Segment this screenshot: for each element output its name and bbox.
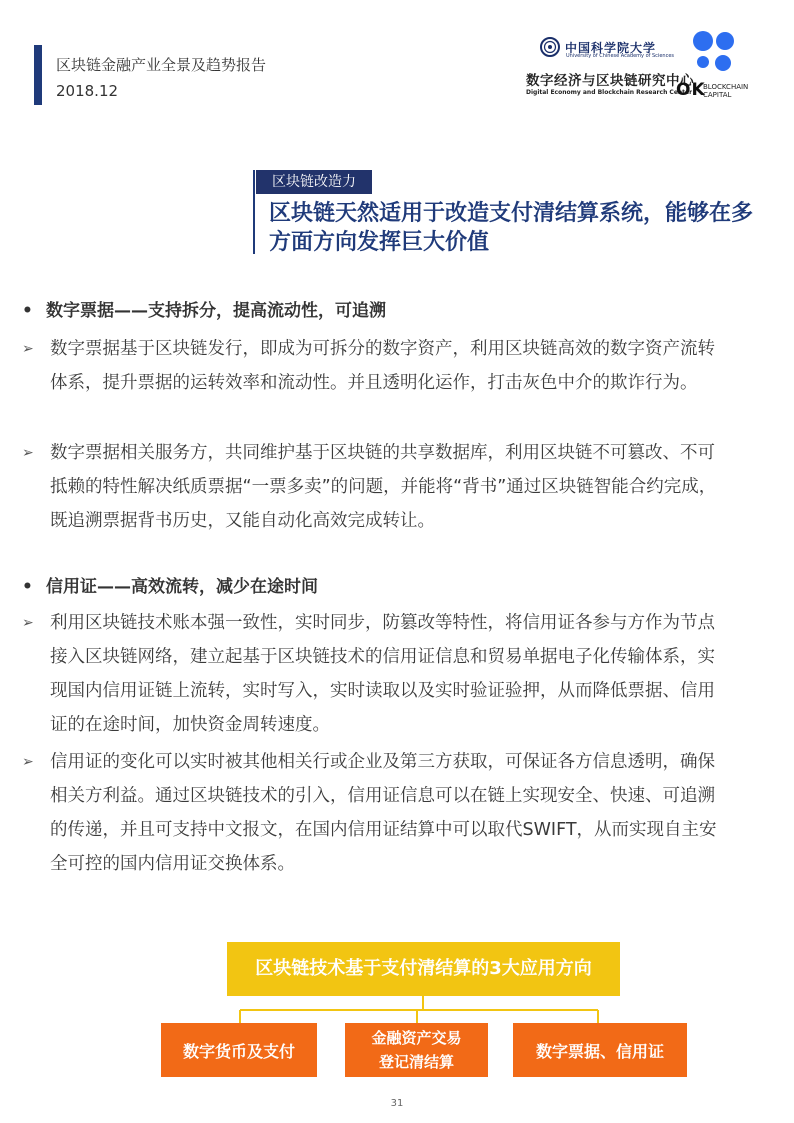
paragraph-text: 数字票据基于区块链发行，即成为可拆分的数字资产，利用区块链高效的数字资产流转体系，提升票据的运转效率和流动性。并且透明化运作，打击灰色中介的欺诈行为。 <box>50 339 715 393</box>
ok-blockchain-capital-logo <box>676 30 766 102</box>
report-title: 区块链金融产业全景及趋势报告 <box>56 56 267 74</box>
diagram-box-label: 数字货币及支付 <box>182 1041 295 1061</box>
report-date: 2018.12 <box>56 82 119 100</box>
diagram-box-label-line2: 登记清结算 <box>378 1053 454 1071</box>
section-accent-line <box>253 170 255 254</box>
arrow-bullet-icon: ➢ <box>22 615 34 631</box>
ok-logo-subtext-line1: BLOCKCHAIN <box>703 83 749 91</box>
ok-dots-icon <box>690 30 738 74</box>
bullet-heading-text: 信用证——高效流转，减少在途时间 <box>46 577 318 597</box>
paragraph-text: 利用区块链技术账本强一致性，实时同步，防篡改等特性，将信用证各参与方作为节点接入区块链网络，建立起基于区块链技术的信用证信息和贸易单据电子化传输体系，实现国内信用证链上流转，实时写入，实时读取以及实时验证验押，从而降低票据、信用证的在途时间，加快资金周转速度。 <box>50 613 715 735</box>
bullet-heading-letter-of-credit <box>22 572 318 597</box>
paragraph <box>22 332 722 400</box>
bullet-icon: • <box>22 577 33 597</box>
paragraph-text: 数字票据相关服务方，共同维护基于区块链的共享数据库，利用区块链不可篡改、不可抵赖的特性解决纸质票据“一票多卖”的问题，并能将“背书”通过区块链智能合约完成，既追溯票据背书历史，又能自动化高效完成转让。 <box>50 443 717 531</box>
research-center-name-en: Digital Economy and Blockchain Research Center <box>526 89 693 96</box>
paragraph-text: 信用证的变化可以实时被其他相关行或企业及第三方获取，可保证各方信息透明，确保相关方利益。通过区块链技术的引入，信用证信息可以在链上实现安全、快速、可追溯的传递，并且可支持中文报文，在国内信用证结算中可以取代SWIFT，从而实现自主安全可控的国内信用证交换体系。 <box>50 752 717 874</box>
diagram-box-label-line1: 金融资产交易 <box>371 1029 462 1047</box>
diagram-box-digital-currency <box>161 1023 317 1077</box>
ucas-name-en: University of Chinese Academy of Sciences <box>566 53 674 59</box>
paragraph <box>22 606 722 742</box>
ok-logo-subtext <box>703 83 748 99</box>
diagram-box-label: 数字票据、信用证 <box>535 1041 664 1061</box>
bullet-icon: • <box>22 301 33 321</box>
ucas-emblem-icon <box>540 37 560 57</box>
ok-logo-text: OK <box>676 80 706 100</box>
diagram-title: 区块链技术基于支付清结算的3大应用方向 <box>227 942 620 996</box>
diagram-box-digital-bills-loc <box>513 1023 687 1077</box>
research-center-name-cn: 数字经济与区块链研究中心 <box>526 73 694 89</box>
bullet-heading-digital-bills <box>22 296 386 321</box>
ok-logo-subtext-line2: CAPITAL <box>703 91 732 99</box>
paragraph <box>22 745 722 881</box>
section-title: 区块链天然适用于改造支付清结算系统，能够在多方面方向发挥巨大价值 <box>269 201 754 255</box>
arrow-bullet-icon: ➢ <box>22 445 34 461</box>
header-accent-bar <box>34 45 42 105</box>
page-number: 31 <box>390 1098 404 1109</box>
paragraph <box>22 436 722 538</box>
ucas-name-cn: 中国科学院大学 <box>565 40 657 55</box>
arrow-bullet-icon: ➢ <box>22 754 34 770</box>
arrow-bullet-icon: ➢ <box>22 341 34 357</box>
diagram-box-asset-trading <box>345 1023 488 1077</box>
bullet-heading-text: 数字票据——支持拆分，提高流动性，可追溯 <box>46 301 386 321</box>
section-tag: 区块链改造力 <box>256 170 372 194</box>
